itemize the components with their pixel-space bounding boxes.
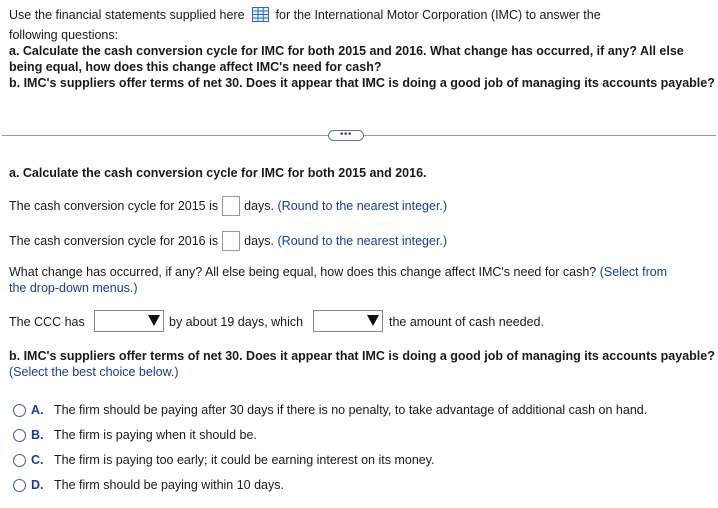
chevron-down-icon: [367, 315, 379, 326]
option-text: The firm should be paying within 10 days.: [54, 478, 284, 492]
change-question-text: What change has occurred, if any? All else being equal, how does this change affect IMC's need for cash?: [9, 265, 597, 279]
ccc-has-label: The CCC has: [9, 315, 85, 329]
intro-text-2: for the International Motor Corporation (IMC) to answer the: [275, 8, 601, 22]
option-text: The firm is paying too early; it could be earning interest on its money.: [54, 453, 435, 467]
part-b-hint: (Select the best choice below.): [9, 365, 179, 379]
radio-button[interactable]: [13, 454, 26, 467]
ccc-2016-row: [9, 231, 447, 251]
expand-button[interactable]: •••: [328, 130, 364, 141]
cash-effect-dropdown[interactable]: [313, 310, 383, 332]
question-a-line1: a. Calculate the cash conversion cycle for IMC for both 2015 and 2016. What change has occurred, if any? All else: [9, 44, 684, 58]
amount-cash-label: the amount of cash needed.: [389, 315, 544, 329]
ccc-change-dropdown[interactable]: [94, 310, 164, 332]
spreadsheet-icon[interactable]: [252, 7, 269, 22]
ccc-2015-label: The cash conversion cycle for 2015 is: [9, 199, 219, 213]
question-intro: [9, 7, 601, 23]
option-letter: C.: [31, 453, 44, 467]
option-text: The firm should be paying after 30 days if there is no penalty, to take advantage of additional cash on hand.: [54, 403, 648, 417]
days-label: days.: [244, 234, 275, 248]
change-question-hint-2: the drop-down menus.): [9, 281, 138, 295]
ccc-2016-label: The cash conversion cycle for 2016 is: [9, 234, 219, 248]
chevron-down-icon: [148, 315, 160, 326]
intro-text-1: Use the financial statements supplied here: [9, 8, 245, 22]
radio-button[interactable]: [13, 479, 26, 492]
days-label: days.: [244, 199, 275, 213]
change-question-hint: (Select from: [599, 265, 668, 279]
question-a-line2: being equal, how does this change affect IMC's need for cash?: [9, 60, 382, 74]
radio-button[interactable]: [13, 404, 26, 417]
round-hint: (Round to the nearest integer.): [277, 199, 448, 213]
option-letter: B.: [31, 428, 44, 442]
option-letter: A.: [31, 403, 44, 417]
ccc-2016-input[interactable]: [222, 231, 240, 251]
change-question-line1: [9, 264, 667, 280]
question-b-line: b. IMC's suppliers offer terms of net 30. Does it appear that IMC is doing a good job of managing its accounts payable?: [9, 76, 715, 90]
ccc-2015-row: [9, 196, 447, 216]
part-a-heading: a. Calculate the cash conversion cycle for IMC for both 2015 and 2016.: [9, 166, 427, 180]
option-text: The firm is paying when it should be.: [54, 428, 257, 442]
radio-button[interactable]: [13, 429, 26, 442]
by-about-label: by about 19 days, which: [169, 315, 304, 329]
part-b-heading: b. IMC's suppliers offer terms of net 30. Does it appear that IMC is doing a good job of managing its accounts payable?: [9, 349, 715, 363]
intro-line-2: following questions:: [9, 28, 119, 42]
round-hint: (Round to the nearest integer.): [277, 234, 448, 248]
option-letter: D.: [31, 478, 44, 492]
ccc-2015-input[interactable]: [222, 196, 240, 216]
